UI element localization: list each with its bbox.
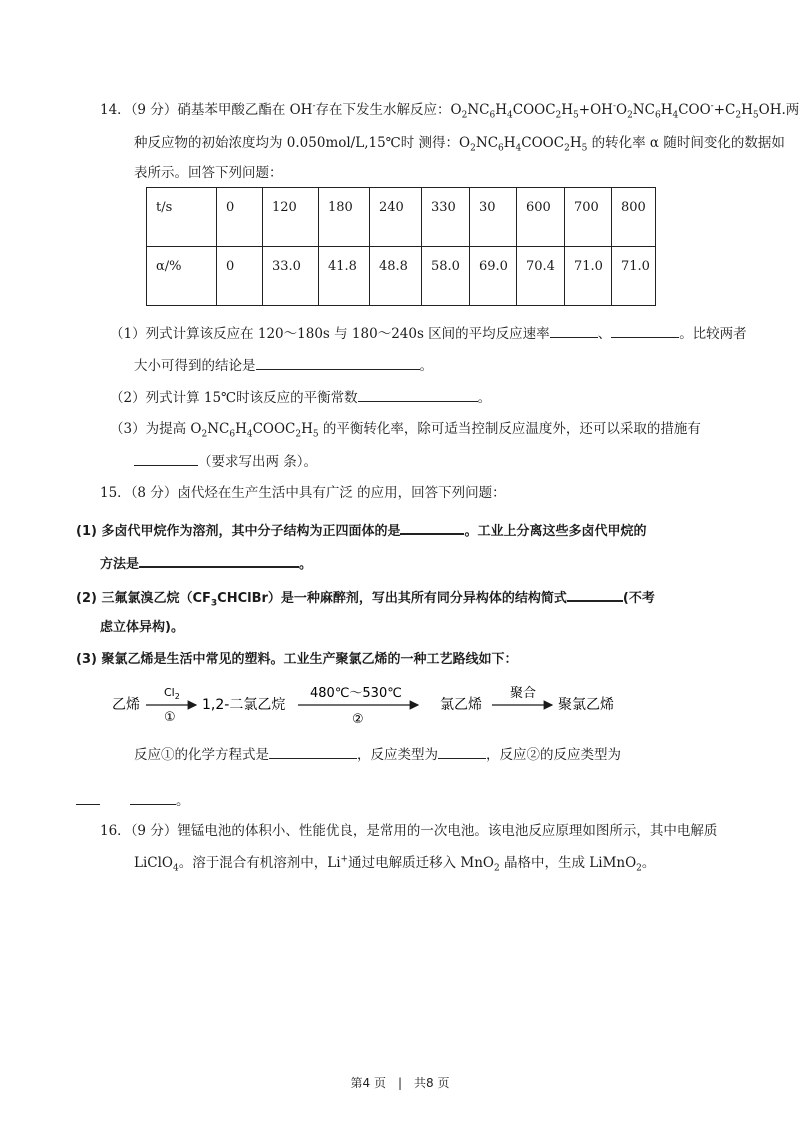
answer-blank[interactable] [256, 355, 420, 370]
footer-separator: | [397, 1076, 403, 1090]
q14-sub-3-line-2: （要求写出两 条）。 [134, 451, 317, 472]
page-footer [0, 1074, 800, 1091]
pvc-production-scheme [112, 683, 672, 729]
table-cell: 41.8 [319, 247, 370, 306]
q15-part-2-line-1: (2) 三氟氯溴乙烷$(CF_3CHClBr)$是一种麻醉剂，写出其所有同分异构体的结构简式 (不考 [76, 586, 655, 609]
table-cell: 0 [217, 247, 263, 306]
q14-sub-1-line-2: 大小可得到的结论是 。 [134, 355, 433, 376]
q14-intro-line-2: 种反应物的初始浓度均为 0.050mol/L,15℃时 测得：$O_2NC_6H_4COOC_2H_5$ 的转化率 α 随时间变化的数据如 [134, 135, 785, 154]
q15-part-2-line-2: 虑立体异构)。 [100, 620, 184, 635]
q14-intro-line-1: 14．（9 分）硝基苯甲酸乙酯在 OH-存在下发生水解反应：$O_2NC_6H_4COOC_2H_5+OH^-O_2NC_6H_4COO^-+C_2H_5OH$.两 [100, 101, 800, 121]
answer-blank[interactable] [611, 323, 679, 338]
q15-answer-line-1: 反应①的化学方程式是 ，反应类型为 ，反应②的反应类型为 [134, 744, 621, 765]
answer-blank[interactable] [567, 586, 623, 602]
table-cell: 0 [217, 188, 263, 247]
table-cell: α/% [147, 247, 217, 306]
table-cell: 70.4 [517, 247, 565, 306]
answer-blank[interactable] [76, 790, 100, 805]
scheme-step-1: ① [164, 710, 176, 725]
answer-blank[interactable] [130, 790, 176, 805]
table-cell: 48.8 [370, 247, 422, 306]
page-total: 共8 页 [414, 1076, 450, 1090]
table-cell: 69.0 [470, 247, 517, 306]
scheme-intermediate-1: 1,2-二氯乙烷 [202, 697, 286, 713]
q15-part-1-line-2: 方法是 。 [100, 552, 312, 575]
scheme-product: 聚氯乙烯 [558, 697, 614, 713]
table-cell: 330 [422, 188, 470, 247]
answer-blank[interactable] [550, 323, 598, 338]
table-cell: 120 [263, 188, 319, 247]
q15-intro: 15．（8 分）卤代烃在生产生活中具有广泛 的应用，回答下列问题： [100, 485, 506, 501]
answer-blank[interactable] [438, 744, 486, 759]
scheme-start: 乙烯 [112, 697, 140, 713]
answer-blank[interactable] [358, 387, 478, 402]
table-cell: t/s [147, 188, 217, 247]
q16-intro-line-1: 16．（9 分）锂锰电池的体积小、性能优良，是常用的一次电池。该电池反应原理如图所示，其中电解质 [100, 823, 718, 839]
table-cell: 30 [470, 188, 517, 247]
scheme-step-2: ② [352, 712, 364, 727]
scheme-condition-3: 聚合 [510, 686, 537, 701]
scheme-intermediate-2: 氯乙烯 [440, 697, 482, 713]
answer-blank[interactable] [400, 519, 464, 535]
conversion-rate-table [146, 187, 656, 306]
table-cell: 700 [565, 188, 612, 247]
table-cell: 33.0 [263, 247, 319, 306]
table-row [147, 247, 656, 306]
table-cell: 240 [370, 188, 422, 247]
table-cell: 71.0 [612, 247, 656, 306]
q14-sub-1-line-1: （1）列式计算该反应在 120～180s 与 180～240s 区间的平均反应速率 、 。比较两者 [110, 323, 747, 344]
table-cell: 71.0 [565, 247, 612, 306]
answer-blank[interactable] [139, 552, 299, 568]
answer-blank[interactable] [269, 744, 357, 759]
q14-sub-3-line-1: （3）为提高 $O_2NC_6H_4COOC_2H_5$ 的平衡转化率，除可适当控制反应温度外，还可以采取的措施有 [110, 421, 701, 440]
table-cell: 58.0 [422, 247, 470, 306]
table-cell: 600 [517, 188, 565, 247]
table-row [147, 188, 656, 247]
table-cell: 180 [319, 188, 370, 247]
table-cell: 800 [612, 188, 656, 247]
scheme-condition-2: 480℃～530℃ [310, 686, 402, 701]
q14-sub-2: （2）列式计算 15℃时该反应的平衡常数 。 [110, 387, 491, 408]
q16-intro-line-2: LiClO$_4$。溶于混合有机溶剂中，Li+通过电解质迁移入 MnO$_2$ 晶格中，生成 LiMnO$_2$。 [134, 854, 656, 874]
q15-answer-line-2: 。 [76, 790, 190, 811]
q14-intro-line-3: 表所示。回答下列问题： [134, 165, 283, 181]
q15-part-3: (3) 聚氯乙烯是生活中常见的塑料。工业生产聚氯乙烯的一种工艺路线如下： [76, 652, 518, 667]
scheme-reagent-1: $Cl_2$ [164, 686, 180, 701]
q15-part-1-line-1: (1) 多卤代甲烷作为溶剂，其中分子结构为正四面体的是 。工业上分离这些多卤代甲烷的 [76, 519, 646, 542]
page-number: 第4 页 [350, 1076, 386, 1090]
answer-blank[interactable] [134, 451, 198, 466]
